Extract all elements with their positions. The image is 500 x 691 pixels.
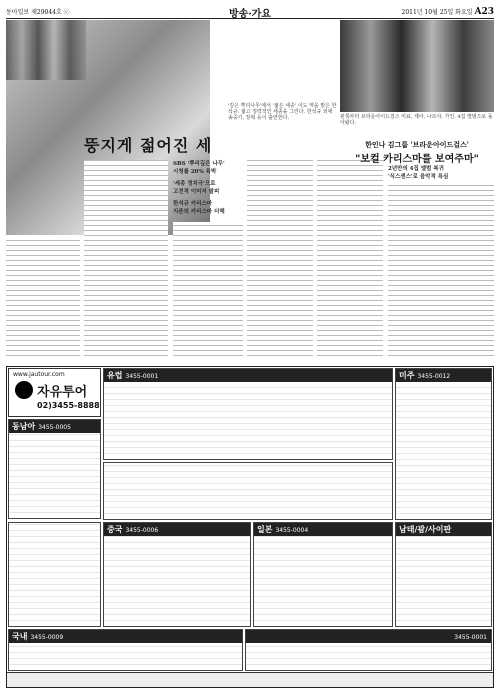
story1-body-col2 [173,222,243,360]
travel-logo: www.jautour.com 자유투어 02)3455-8888 [8,368,101,417]
travel-advertisement [6,366,494,688]
story1-body-col3 [247,160,313,360]
story1-body-col4 [317,160,383,360]
story1-caption: '깊은 뿌리나무'에서 '젊은 세종' 이도 역을 맡은 한석규. 젊고 정력적인 세종을 그린다. 한석규 외에 송중기, 장혁 등이 출연한다. [228,103,337,121]
page-header [6,4,494,19]
ad-block-japan: 일본 3455-0004 [253,522,393,627]
ad-footer [7,672,493,687]
story2-body [388,185,494,360]
story2-headline: "보컬 카리스마를 보여주마" [355,154,479,165]
ad-block-pacific: 남태/괌/사이판 [395,522,492,627]
ad-block-middle [103,462,393,520]
ad-block-bottom-right: 3455-0001 [245,629,492,671]
ad-block-left-lower [8,522,101,627]
inset-photo [6,20,86,80]
ad-block-america: 미주 3455-0012 [395,368,492,520]
newspaper-issue: 동아일보 제29044호 ⓒ [6,9,70,16]
issue-date: 2011년 10월 25일 화요일 A23 [401,7,494,17]
ad-block-europe: 유럽 3455-0001 [103,368,393,460]
story1-tags [6,240,80,360]
globe-icon [15,381,33,399]
ad-block-southeast-asia: 동남아 3455-0005 [8,419,101,519]
section-title: 방송·가요 [228,9,272,20]
story1-body [84,160,168,360]
story1-subheads: SBS '뿌리깊은 나무' 시청률 20% 육박 '세종 정치극'으로 고전적 이미지 탈피 한석규 카리스마 지존의 카리스마 더해 [173,161,225,215]
story2-kicker: 한인나 김그룹 '브라운아이드걸스' [365,140,469,149]
story2-caption: 왼쪽부터 브라운아이드걸스 미료, 제아, 나르샤, 가인. 4집 앨범으로 돌아왔다. [340,114,493,126]
story2-subheads: 2년만의 4집 앨범 복귀 '식스센스'로 음악적 욕심 [388,166,449,180]
band-photo [340,20,494,112]
ad-block-china: 중국 3455-0006 [103,522,251,627]
ad-block-domestic: 국내 3455-0009 [8,629,243,671]
story1-headline: 뚱지게 젊어진 세 [84,136,213,155]
